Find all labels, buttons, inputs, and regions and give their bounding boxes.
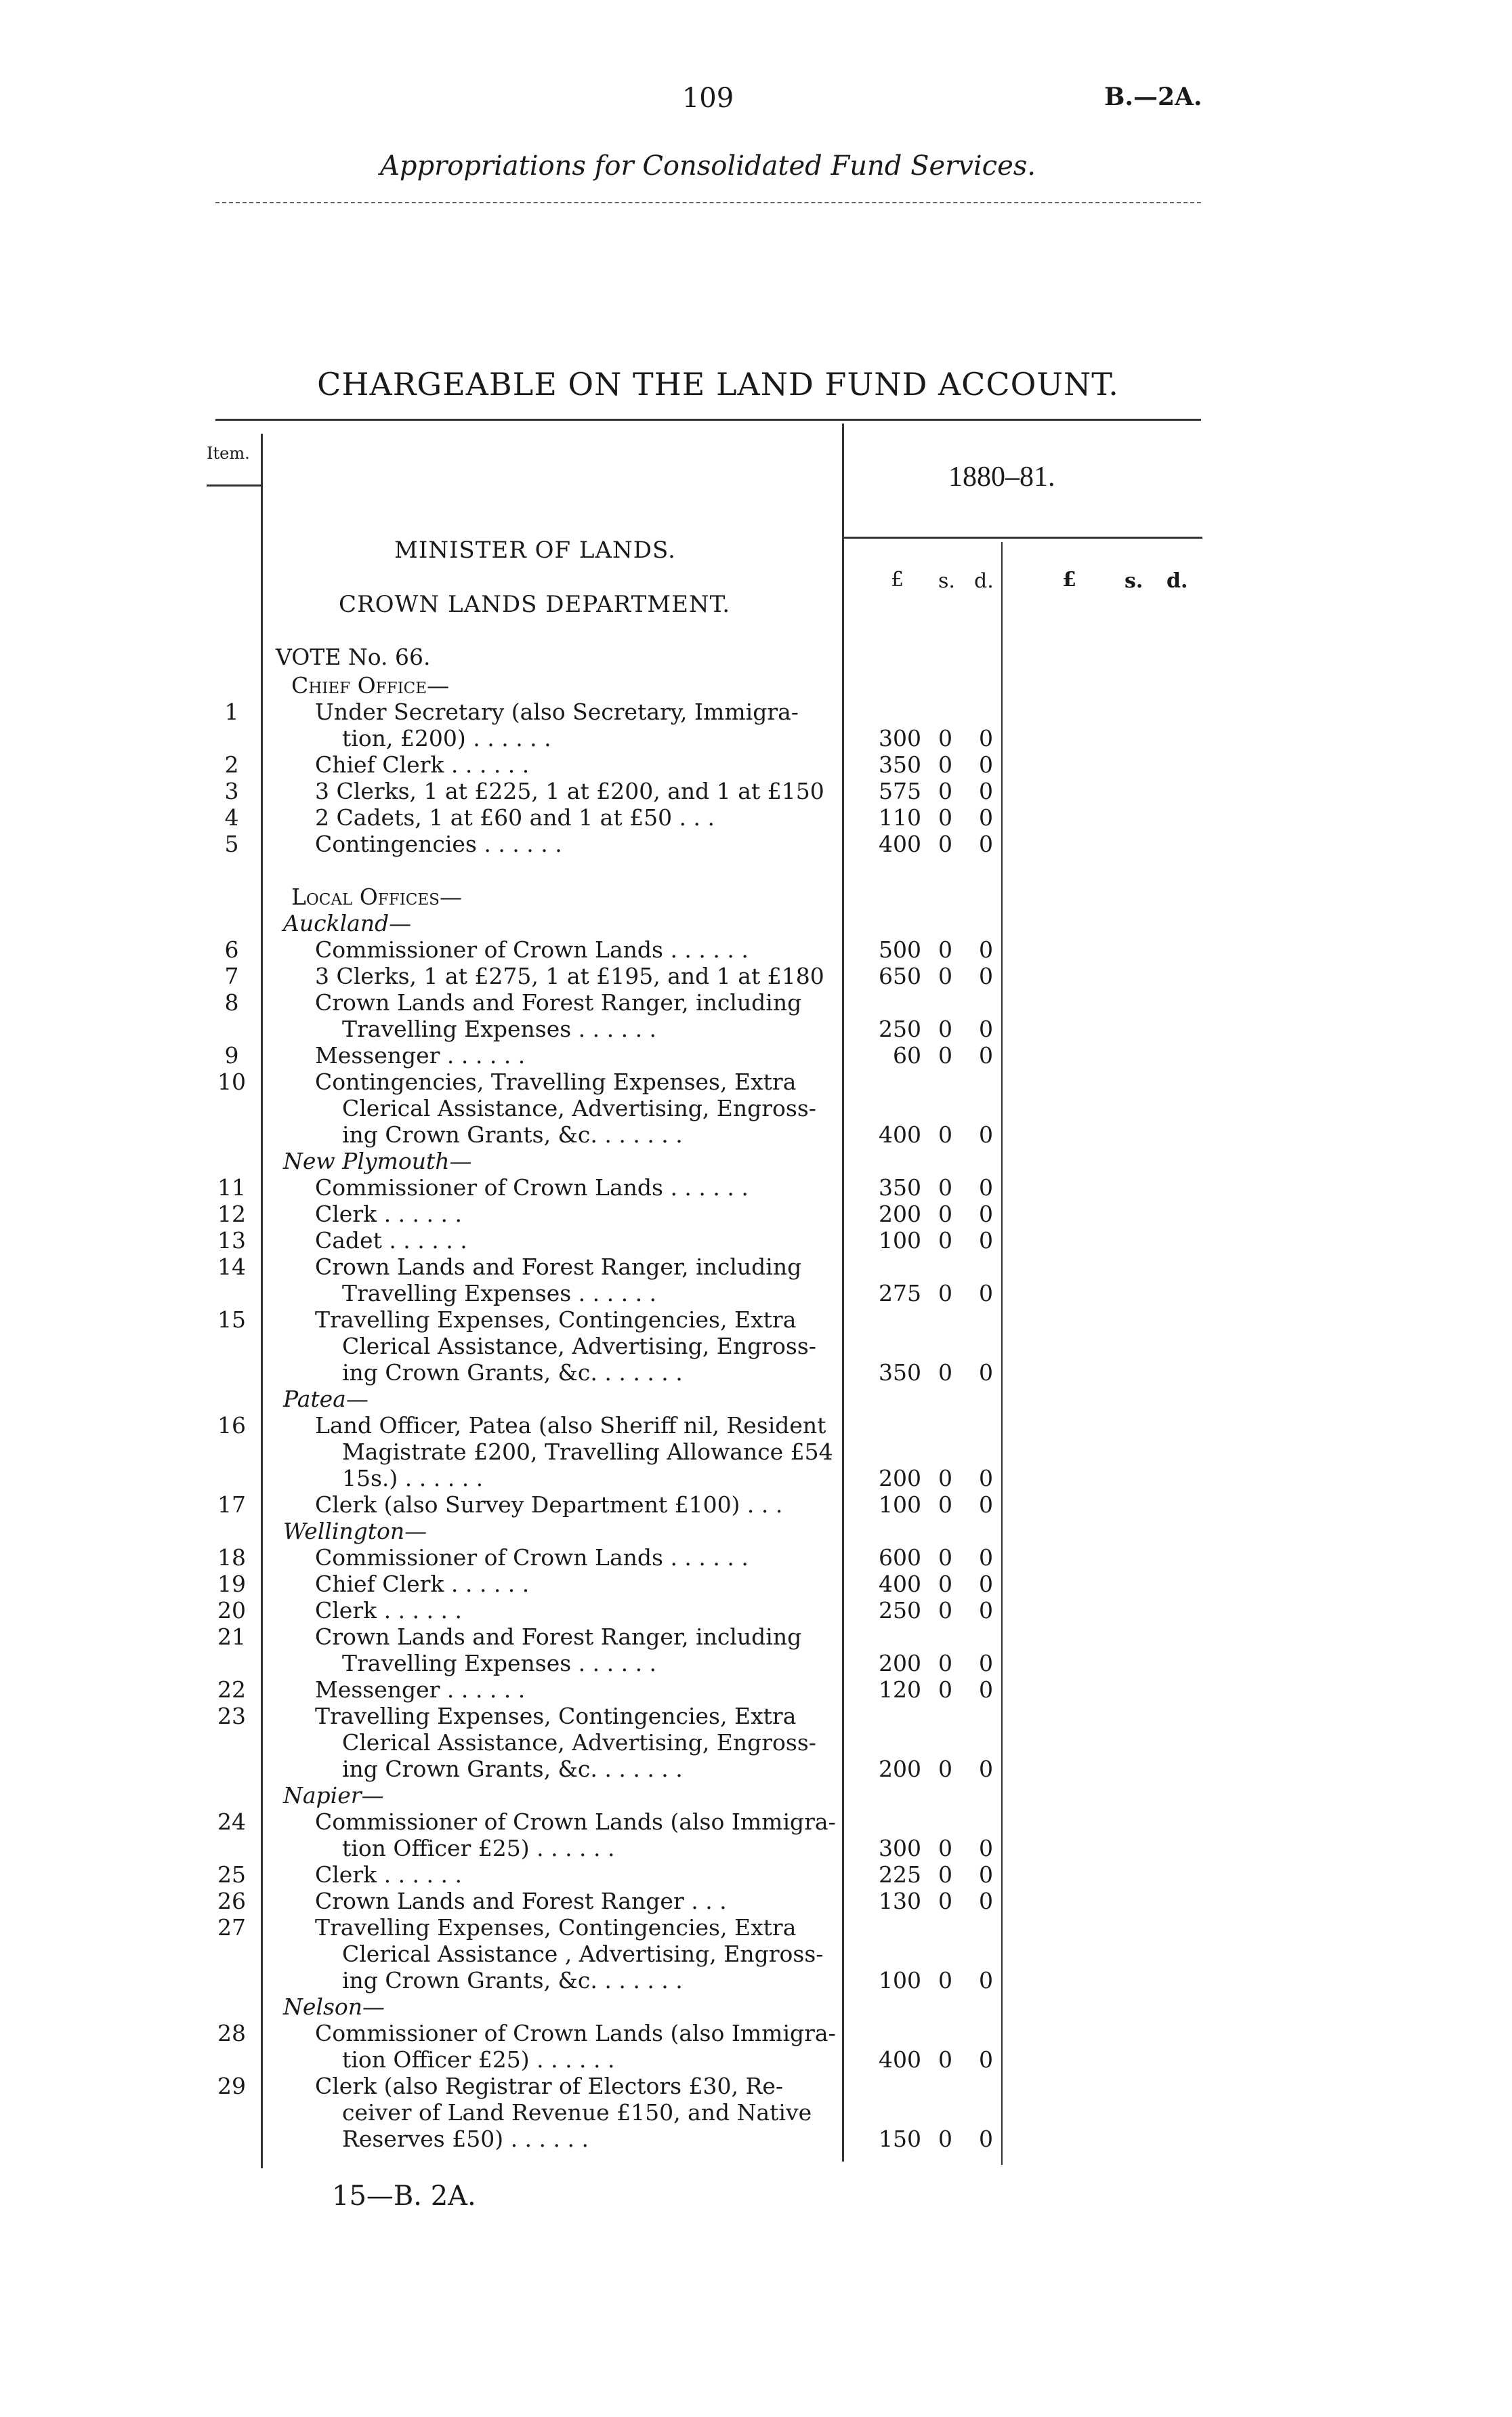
amount-shillings: 0 (938, 1861, 952, 1888)
amount-pounds: 400 (879, 831, 921, 857)
item-description: Travelling Expenses . . . . . . (342, 1016, 657, 1042)
section-heading: CHARGEABLE ON THE LAND FUND ACCOUNT. (317, 366, 1119, 402)
amount-pence: 0 (979, 1861, 993, 1888)
item-number: 19 (217, 1571, 246, 1597)
office-subheading: Nelson— (283, 1993, 385, 2020)
amount-pence: 0 (979, 1967, 993, 1993)
item-number: 14 (217, 1254, 246, 1280)
amount-shillings: 0 (938, 1174, 952, 1201)
item-number: 24 (217, 1809, 246, 1835)
amount-pounds: 225 (879, 1861, 921, 1888)
amount-shillings: 0 (938, 1121, 952, 1148)
shillings-header-2: s. (1125, 569, 1143, 593)
amount-pounds: 60 (893, 1042, 921, 1069)
amount-pounds: 110 (879, 804, 921, 831)
item-description: ceiver of Land Revenue £150, and Native (342, 2099, 812, 2126)
amount-pence: 0 (979, 963, 993, 989)
item-number: 25 (217, 1861, 246, 1888)
amount-pounds: 100 (879, 1491, 921, 1518)
group-heading: Local Offices— (291, 884, 462, 910)
page-number: 109 (681, 83, 734, 114)
office-subheading: Patea— (283, 1386, 369, 1412)
minister-heading: MINISTER OF LANDS. (394, 537, 676, 564)
year-header: 1880–81. (948, 461, 1055, 493)
item-number: 12 (217, 1201, 246, 1227)
amount-pounds: 200 (879, 1465, 921, 1491)
amount-shillings: 0 (938, 1491, 952, 1518)
amount-pounds: 350 (879, 751, 921, 778)
item-number: 8 (224, 989, 239, 1016)
item-number: 26 (217, 1888, 246, 1914)
amount-column-divider (1001, 542, 1003, 2165)
item-description: Magistrate £200, Travelling Allowance £54 (342, 1439, 833, 1465)
item-description: 15s.) . . . . . . (342, 1465, 484, 1491)
amount-pence: 0 (979, 1888, 993, 1914)
item-description: Crown Lands and Forest Ranger, including (315, 1254, 802, 1280)
heading-rule (215, 419, 1201, 421)
item-description: tion Officer £25) . . . . . . (342, 2046, 615, 2073)
amount-pounds: 100 (879, 1227, 921, 1254)
amount-pence: 0 (979, 751, 993, 778)
item-description: Clerk (also Registrar of Electors £30, Re- (315, 2073, 784, 2099)
item-description: ing Crown Grants, &c. . . . . . . (342, 1121, 683, 1148)
item-number: 10 (217, 1069, 246, 1095)
item-description: Messenger . . . . . . (315, 1676, 526, 1703)
amount-pence: 0 (979, 831, 993, 857)
item-description: Contingencies, Travelling Expenses, Extra (315, 1069, 797, 1095)
item-description: Clerk . . . . . . (315, 1597, 462, 1624)
amount-pence: 0 (979, 1571, 993, 1597)
item-number: 4 (224, 804, 239, 831)
item-number: 11 (217, 1174, 246, 1201)
amount-pence: 0 (979, 1121, 993, 1148)
item-number: 7 (224, 963, 239, 989)
amount-pence: 0 (979, 936, 993, 963)
item-number: 3 (224, 778, 239, 804)
amount-pence: 0 (979, 1835, 993, 1861)
amount-pounds: 400 (879, 1571, 921, 1597)
amount-pence: 0 (979, 1280, 993, 1306)
amount-shillings: 0 (938, 1465, 952, 1491)
item-description: Land Officer, Patea (also Sheriff nil, Resident (315, 1412, 826, 1439)
amount-shillings: 0 (938, 1756, 952, 1782)
amount-pounds: 100 (879, 1967, 921, 1993)
pounds-header-2: £ (1062, 568, 1076, 592)
amount-shillings: 0 (938, 1280, 952, 1306)
amount-shillings: 0 (938, 831, 952, 857)
year-rule (843, 537, 1202, 539)
item-number: 18 (217, 1544, 246, 1571)
office-subheading: New Plymouth— (283, 1148, 472, 1174)
amount-shillings: 0 (938, 963, 952, 989)
amount-shillings: 0 (938, 1571, 952, 1597)
amount-shillings: 0 (938, 751, 952, 778)
item-description: Commissioner of Crown Lands . . . . . . (315, 1174, 749, 1201)
amount-pence: 0 (979, 2126, 993, 2152)
item-number: 13 (217, 1227, 246, 1254)
amount-pence: 0 (979, 1597, 993, 1624)
amount-pounds: 400 (879, 1121, 921, 1148)
amount-pounds: 300 (879, 1835, 921, 1861)
item-description: 2 Cadets, 1 at £60 and 1 at £50 . . . (315, 804, 715, 831)
pence-header-2: d. (1167, 569, 1188, 593)
description-column-divider (842, 424, 844, 2162)
office-subheading: Wellington— (283, 1518, 427, 1544)
amount-pounds: 575 (879, 778, 921, 804)
office-subheading: Auckland— (283, 910, 412, 936)
document-reference: B.—2A. (1104, 83, 1202, 111)
item-column-divider (261, 434, 263, 2168)
amount-shillings: 0 (938, 1016, 952, 1042)
amount-pounds: 300 (879, 725, 921, 751)
amount-pounds: 200 (879, 1756, 921, 1782)
item-header-rule (207, 484, 261, 487)
amount-shillings: 0 (938, 1227, 952, 1254)
pounds-header: £ (891, 568, 904, 592)
amount-shillings: 0 (938, 1544, 952, 1571)
amount-pounds: 600 (879, 1544, 921, 1571)
item-description: ing Crown Grants, &c. . . . . . . (342, 1756, 683, 1782)
amount-pence: 0 (979, 1676, 993, 1703)
amount-pounds: 275 (879, 1280, 921, 1306)
item-description: Clerical Assistance, Advertising, Engross- (342, 1729, 816, 1756)
item-number: 1 (224, 699, 239, 725)
item-description: Reserves £50) . . . . . . (342, 2126, 589, 2152)
item-description: Crown Lands and Forest Ranger . . . (315, 1888, 727, 1914)
amount-pence: 0 (979, 1174, 993, 1201)
amount-pounds: 250 (879, 1016, 921, 1042)
amount-pence: 0 (979, 804, 993, 831)
item-number: 6 (224, 936, 239, 963)
amount-shillings: 0 (938, 1597, 952, 1624)
item-description: Contingencies . . . . . . (315, 831, 562, 857)
amount-shillings: 0 (938, 1835, 952, 1861)
item-description: ing Crown Grants, &c. . . . . . . (342, 1359, 683, 1386)
amount-pounds: 120 (879, 1676, 921, 1703)
item-description: Travelling Expenses . . . . . . (342, 1280, 657, 1306)
item-description: Travelling Expenses, Contingencies, Extra (315, 1306, 797, 1333)
group-heading: Chief Office— (291, 672, 450, 699)
department-heading: CROWN LANDS DEPARTMENT. (339, 591, 731, 618)
amount-pence: 0 (979, 1650, 993, 1676)
item-description: Chief Clerk . . . . . . (315, 751, 530, 778)
item-description: Commissioner of Crown Lands . . . . . . (315, 1544, 749, 1571)
shillings-header: s. (938, 569, 955, 593)
item-number: 16 (217, 1412, 246, 1439)
item-description: Under Secretary (also Secretary, Immigra- (315, 699, 799, 725)
item-description: Clerk (also Survey Department £100) . . . (315, 1491, 783, 1518)
amount-pounds: 650 (879, 963, 921, 989)
amount-pence: 0 (979, 1491, 993, 1518)
item-number: 27 (217, 1914, 246, 1941)
item-description: Commissioner of Crown Lands (also Immigra- (315, 2020, 836, 2046)
amount-shillings: 0 (938, 778, 952, 804)
amount-pence: 0 (979, 1544, 993, 1571)
amount-pounds: 200 (879, 1650, 921, 1676)
item-description: tion Officer £25) . . . . . . (342, 1835, 615, 1861)
amount-pounds: 350 (879, 1359, 921, 1386)
item-number: 28 (217, 2020, 246, 2046)
amount-shillings: 0 (938, 1650, 952, 1676)
amount-shillings: 0 (938, 936, 952, 963)
amount-pence: 0 (979, 2046, 993, 2073)
amount-pounds: 150 (879, 2126, 921, 2152)
amount-pence: 0 (979, 778, 993, 804)
amount-pounds: 130 (879, 1888, 921, 1914)
item-description: Commissioner of Crown Lands . . . . . . (315, 936, 749, 963)
amount-shillings: 0 (938, 1201, 952, 1227)
amount-shillings: 0 (938, 2046, 952, 2073)
amount-shillings: 0 (938, 1042, 952, 1069)
item-number: 9 (224, 1042, 239, 1069)
item-description: Clerk . . . . . . (315, 1861, 462, 1888)
item-description: Travelling Expenses . . . . . . (342, 1650, 657, 1676)
item-description: Clerical Assistance , Advertising, Engross- (342, 1941, 824, 1967)
item-number: 5 (224, 831, 239, 857)
item-number: 20 (217, 1597, 246, 1624)
amount-shillings: 0 (938, 1676, 952, 1703)
amount-pounds: 250 (879, 1597, 921, 1624)
amount-pence: 0 (979, 1042, 993, 1069)
item-description: Travelling Expenses, Contingencies, Extra (315, 1703, 797, 1729)
amount-pounds: 350 (879, 1174, 921, 1201)
pence-header: d. (974, 569, 994, 593)
amount-shillings: 0 (938, 725, 952, 751)
item-number: 23 (217, 1703, 246, 1729)
page-subtitle: Appropriations for Consolidated Fund Services. (379, 150, 1036, 182)
amount-pence: 0 (979, 1756, 993, 1782)
item-description: Clerical Assistance, Advertising, Engross- (342, 1333, 816, 1359)
amount-pence: 0 (979, 1359, 993, 1386)
item-description: Crown Lands and Forest Ranger, including (315, 1624, 802, 1650)
item-description: Commissioner of Crown Lands (also Immigra- (315, 1809, 836, 1835)
item-number: 29 (217, 2073, 246, 2099)
item-description: Crown Lands and Forest Ranger, including (315, 989, 802, 1016)
item-description: 3 Clerks, 1 at £225, 1 at £200, and 1 at £150 (315, 778, 824, 804)
item-description: ing Crown Grants, &c. . . . . . . (342, 1967, 683, 1993)
amount-pence: 0 (979, 1227, 993, 1254)
amount-pence: 0 (979, 1016, 993, 1042)
item-description: Cadet . . . . . . (315, 1227, 467, 1254)
amount-shillings: 0 (938, 1359, 952, 1386)
amount-shillings: 0 (938, 1888, 952, 1914)
item-description: tion, £200) . . . . . . (342, 725, 551, 751)
item-description: Messenger . . . . . . (315, 1042, 526, 1069)
item-number: 2 (224, 751, 239, 778)
amount-shillings: 0 (938, 2126, 952, 2152)
item-description: Clerical Assistance, Advertising, Engross- (342, 1095, 816, 1121)
top-rule (215, 202, 1201, 203)
amount-pence: 0 (979, 1201, 993, 1227)
item-number: 22 (217, 1676, 246, 1703)
amount-pence: 0 (979, 1465, 993, 1491)
amount-shillings: 0 (938, 804, 952, 831)
amount-pounds: 500 (879, 936, 921, 963)
amount-pence: 0 (979, 725, 993, 751)
amount-pounds: 200 (879, 1201, 921, 1227)
vote-number: VOTE No. 66. (276, 644, 431, 670)
item-description: Clerk . . . . . . (315, 1201, 462, 1227)
item-number: 21 (217, 1624, 246, 1650)
item-description: Travelling Expenses, Contingencies, Extra (315, 1914, 797, 1941)
item-description: 3 Clerks, 1 at £275, 1 at £195, and 1 at £180 (315, 963, 824, 989)
item-number: 17 (217, 1491, 246, 1518)
amount-shillings: 0 (938, 1967, 952, 1993)
item-column-header: Item. (207, 444, 250, 463)
footer-reference: 15—B. 2A. (332, 2181, 476, 2212)
office-subheading: Napier— (283, 1782, 384, 1809)
item-number: 15 (217, 1306, 246, 1333)
amount-pounds: 400 (879, 2046, 921, 2073)
item-description: Chief Clerk . . . . . . (315, 1571, 530, 1597)
